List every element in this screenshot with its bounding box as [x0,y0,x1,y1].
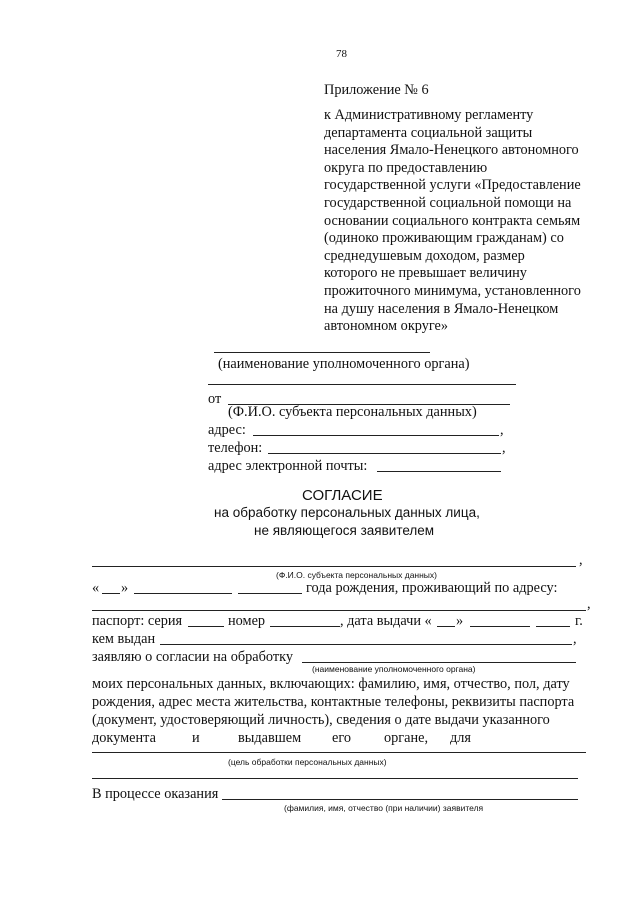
subject-name-field[interactable] [92,566,576,567]
appendix-line: на душу населения в Ямало-Ненецком [324,300,559,317]
email-label: адрес электронной почты: [208,458,368,474]
address-label: адрес: [208,422,246,438]
issue-year-suffix: г. [575,613,583,629]
birth-month-field[interactable] [134,593,232,594]
issued-by-comma: , [573,631,577,647]
appendix-line: основании социального контракта семьям [324,212,581,229]
consent-subtitle-2: не являющегося заявителем [254,523,435,538]
phone-label: телефон: [208,440,263,456]
para-line-4-w2: и [192,730,200,746]
issue-month-field[interactable] [470,626,530,627]
appendix-line: среднедушевым доходом, размер [324,247,525,264]
issue-date-label: , дата выдачи « [340,613,432,629]
consent-text: заявляю о согласии на обработку [92,649,294,665]
para-line-4-w1: документа [92,730,156,746]
birth-date-close: » [121,580,129,596]
passport-series-field[interactable] [188,626,224,627]
para-line-2: рождения, адрес места жительства, контактные телефоны, реквизиты паспорта [92,694,575,710]
applicant-hint: (фамилия, имя, отчество (при наличии) заявителя [284,803,484,813]
phone-comma: , [502,440,506,456]
subject-name-hint: (Ф.И.О. субъекта персональных данных) [276,570,438,580]
passport-number-field[interactable] [270,626,340,627]
issued-by-label: кем выдан [92,631,156,647]
passport-number-label: номер [228,613,266,629]
consent-subtitle-1: на обработку персональных данных лица, [214,505,480,520]
applicant-field[interactable] [222,799,578,800]
para-line-1: моих персональных данных, включающих: фамилию, имя, отчество, пол, дату [92,676,570,692]
from-label: от [208,391,222,407]
organ-name-line[interactable] [214,352,430,353]
appendix-title: Приложение № 6 [324,82,429,98]
address-comma: , [500,422,504,438]
purpose-field-2[interactable] [92,778,578,779]
passport-series-label: паспорт: серия [92,613,183,629]
appendix-line: населения Ямало-Ненецкого автономного [324,142,579,159]
para-line-4-w4: его [332,730,352,746]
appendix-line: округа по предоставлению [324,159,488,176]
consent-title: СОГЛАСИЕ [302,487,383,504]
appendix-line: (одиноко проживающим гражданам) со [324,230,564,247]
organ-name-line-2[interactable] [208,384,516,385]
email-field[interactable] [377,471,501,472]
birth-date-open: « [92,580,100,596]
appendix-line: государственной услуги «Предоставление [324,177,581,194]
process-text: В процессе оказания [92,786,219,802]
issued-by-field[interactable] [160,644,572,645]
birth-text: года рождения, проживающий по адресу: [306,580,558,596]
purpose-hint: (цель обработки персональных данных) [228,757,387,767]
appendix-line: к Административному регламенту [324,107,534,123]
residence-field[interactable] [92,610,586,611]
purpose-field[interactable] [92,752,586,753]
issue-day-field[interactable] [437,626,455,627]
birth-year-field[interactable] [238,593,302,594]
appendix-line: которого не превышает величину [324,265,527,282]
issue-year-field[interactable] [536,626,570,627]
appendix-line: департамента социальной защиты [324,124,533,141]
appendix-line: прожиточного минимума, установленного [324,283,581,299]
appendix-line: автономном округе» [324,318,449,335]
para-line-4-w6: для [450,730,471,746]
consent-organ-field[interactable] [302,662,576,663]
address-field[interactable] [253,435,499,436]
para-line-4-w5: органе, [384,730,429,746]
consent-organ-hint: (наименование уполномоченного органа) [312,664,476,674]
para-line-4-w3: выдавшем [238,730,302,746]
phone-field[interactable] [268,453,501,454]
organ-name-hint: (наименование уполномоченного органа) [218,356,470,372]
para-line-3: (документ, удостоверяющий личность), сведения о дате выдачи указанного [92,712,550,728]
page-number: 78 [336,48,347,60]
subject-hint: (Ф.И.О. субъекта персональных данных) [228,404,477,420]
appendix-line: государственной социальной помощи на [324,195,572,211]
birth-day-field[interactable] [102,593,120,594]
residence-comma: , [587,596,591,612]
subject-name-comma: , [579,552,583,568]
issue-date-close: » [456,613,464,629]
